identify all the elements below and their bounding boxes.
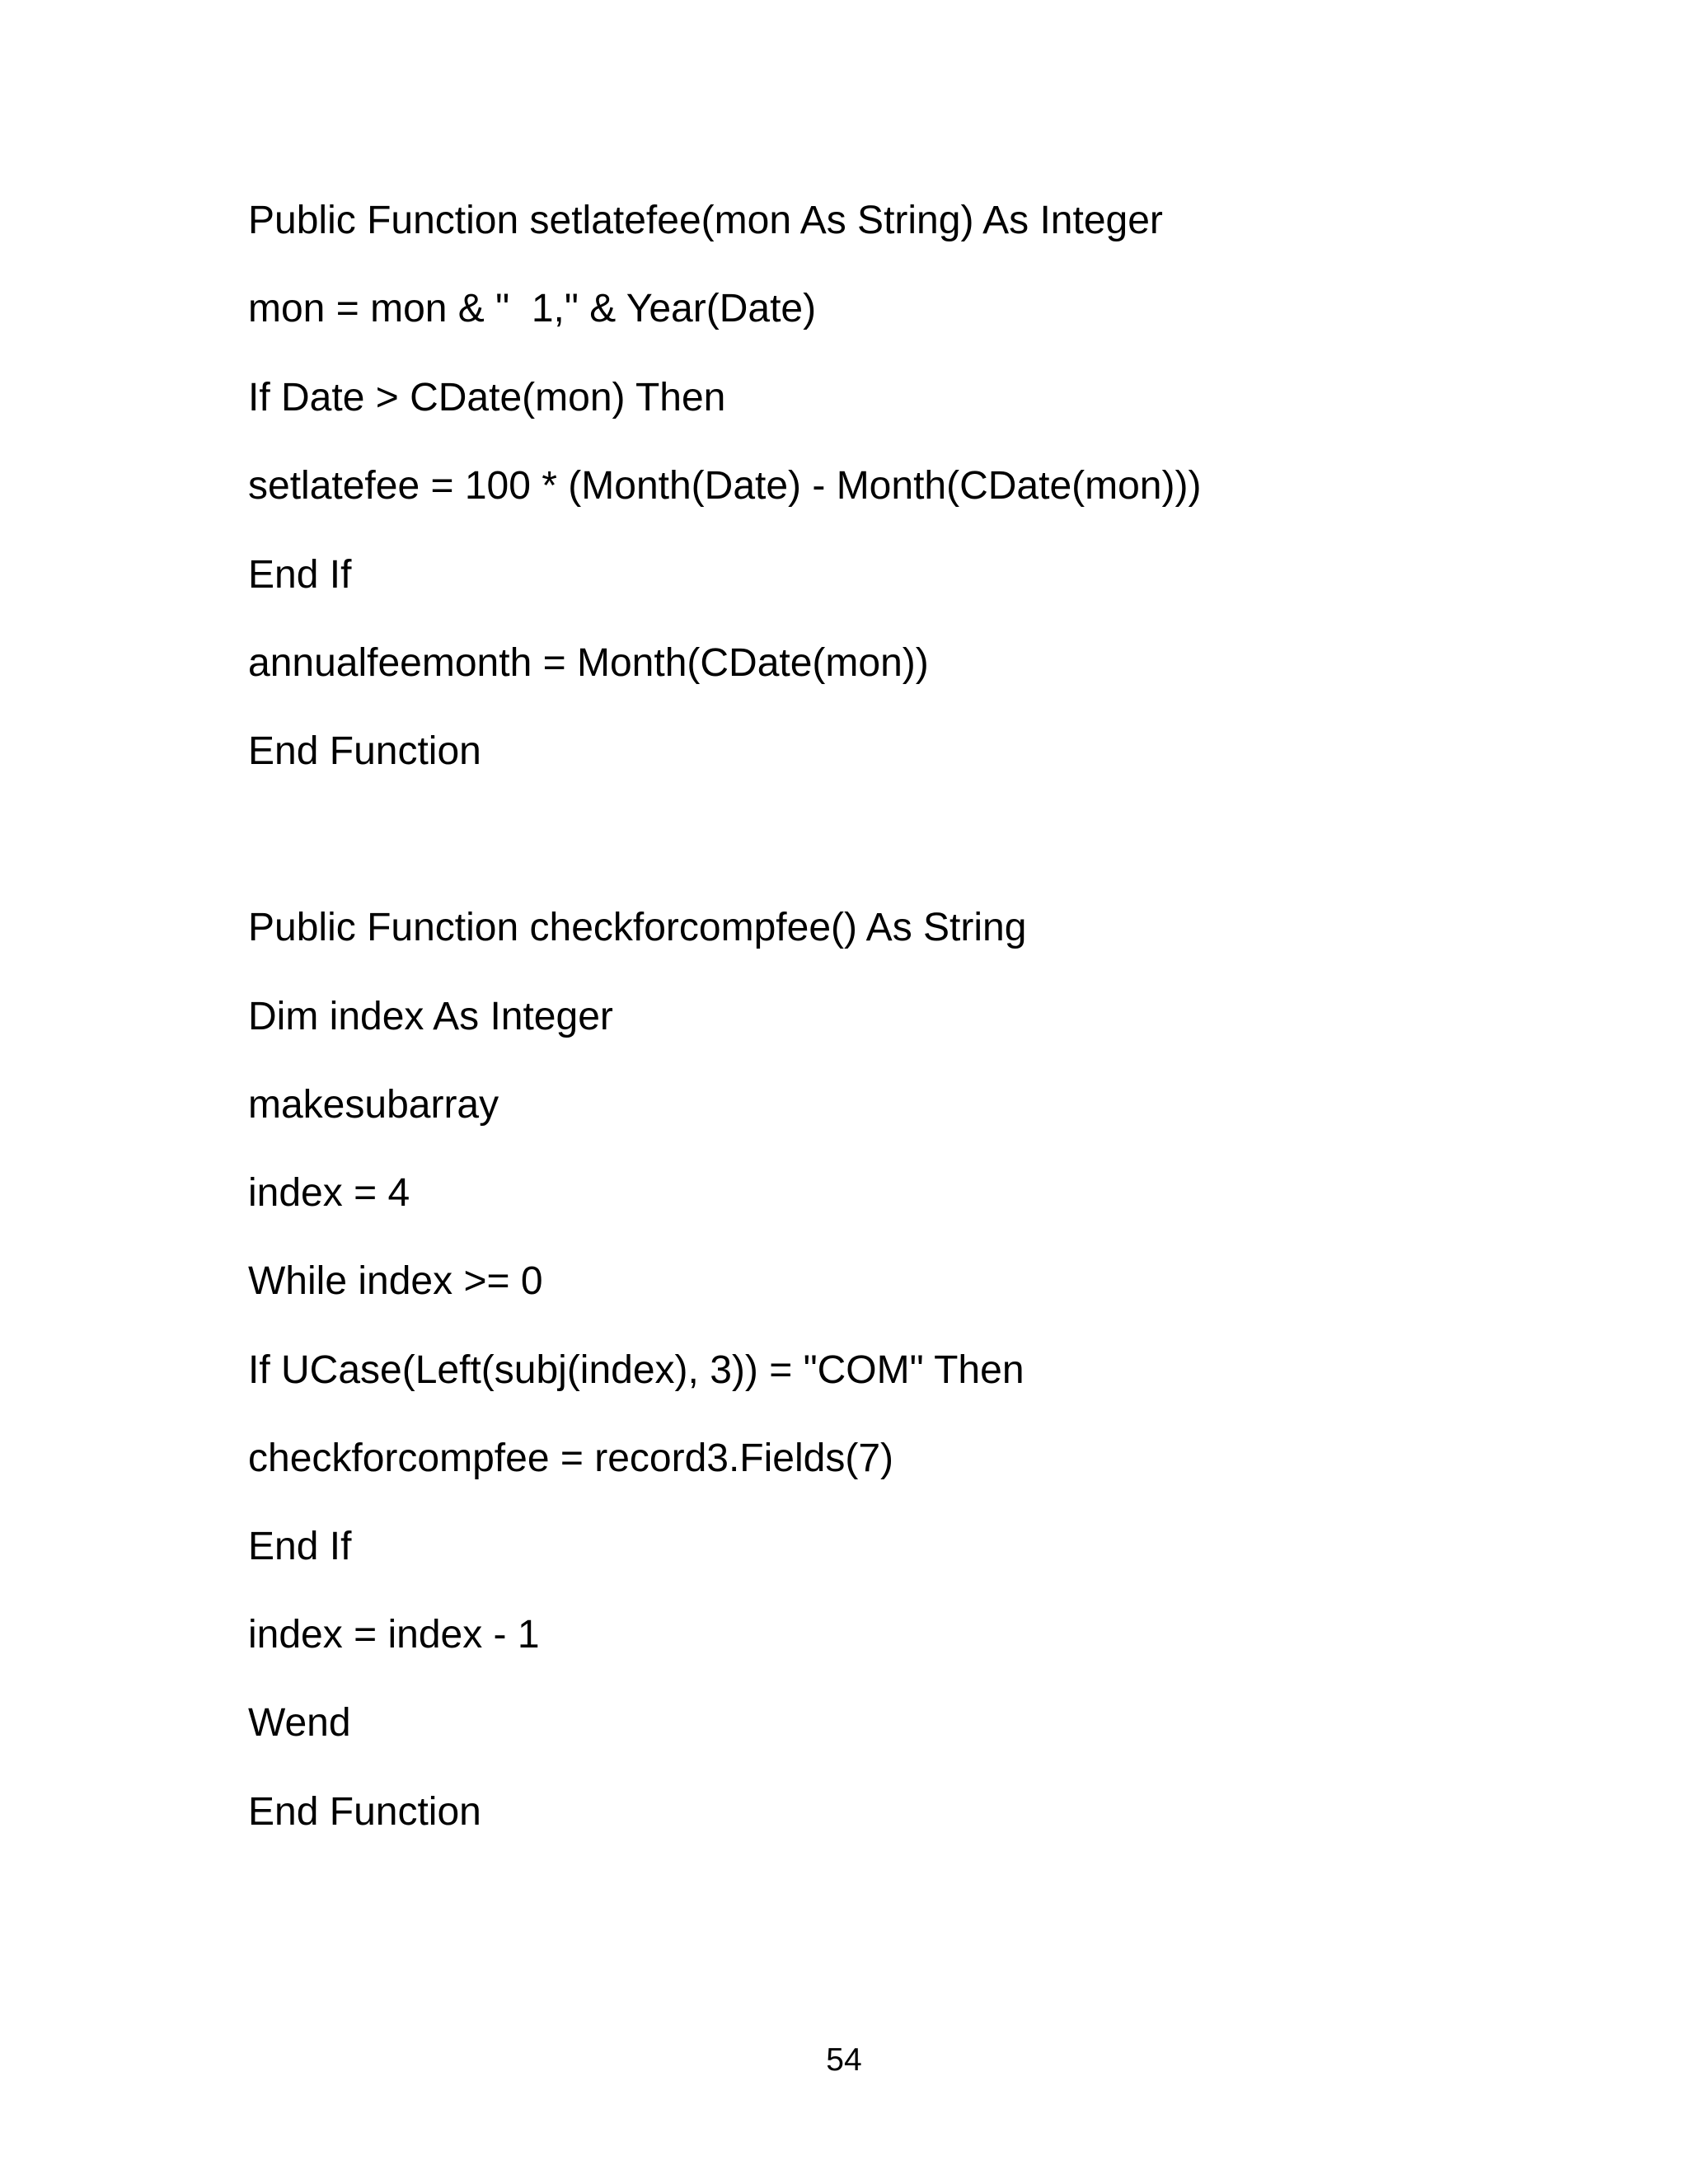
code-line: mon = mon & " 1," & Year(Date) xyxy=(248,287,817,330)
code-line: End If xyxy=(248,1525,352,1568)
code-line: Public Function checkforcompfee() As String xyxy=(248,906,1027,949)
code-line: makesubarray xyxy=(248,1083,499,1127)
code-line: Public Function setlatefee(mon As String) As Integer xyxy=(248,199,1163,242)
code-line: index = 4 xyxy=(248,1171,410,1215)
code-line: If Date > CDate(mon) Then xyxy=(248,376,726,419)
page-number: 54 xyxy=(826,2042,862,2078)
code-line: End Function xyxy=(248,1790,481,1834)
code-line: setlatefee = 100 * (Month(Date) - Month(CDate(mon))) xyxy=(248,464,1202,508)
code-line: End Function xyxy=(248,729,481,773)
code-line: End If xyxy=(248,553,352,597)
code-line: checkforcompfee = record3.Fields(7) xyxy=(248,1436,893,1480)
code-line: If UCase(Left(subj(index), 3)) = "COM" Then xyxy=(248,1348,1025,1392)
code-line: annualfeemonth = Month(CDate(mon)) xyxy=(248,641,929,685)
code-line: Wend xyxy=(248,1701,351,1745)
code-line: index = index - 1 xyxy=(248,1613,540,1657)
code-line: Dim index As Integer xyxy=(248,995,613,1038)
code-line: While index >= 0 xyxy=(248,1259,543,1303)
